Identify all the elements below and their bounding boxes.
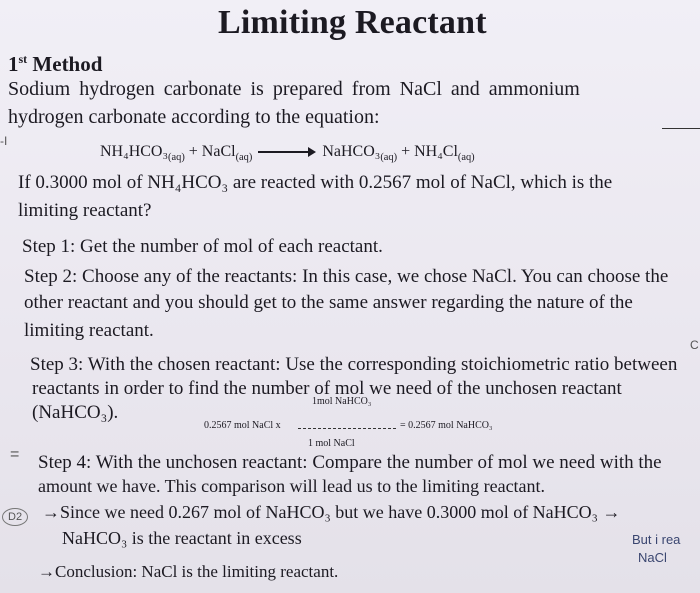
step-3-line-1: Step 3: With the chosen reactant: Use the corresponding stoichiometric ratio between bbox=[30, 354, 678, 375]
eq-product-1: NaHCO₃ bbox=[322, 143, 381, 160]
side-note-line-2: NaCl bbox=[638, 550, 667, 565]
method-heading bbox=[8, 52, 102, 77]
calc-left: 0.2567 mol NaCl x bbox=[204, 420, 281, 431]
question-line-1: If 0.3000 mol of NH₄HCO₃ are reacted with 0.2567 mol of NaCl, which is the bbox=[18, 172, 613, 193]
eq-product-2: + NH₄Cl bbox=[397, 143, 458, 160]
margin-mark-3: D2 bbox=[2, 508, 28, 526]
conclusion: →Conclusion: NaCl is the limiting reactant. bbox=[38, 562, 339, 581]
question-line-2: limiting reactant? bbox=[18, 200, 152, 221]
step-3-line-2: reactants in order to find the number of mol we need of the unchosen reactant bbox=[32, 378, 622, 399]
margin-mark-4: C bbox=[690, 338, 699, 352]
margin-mark-1: -I bbox=[0, 134, 8, 148]
page-title: Limiting Reactant bbox=[218, 4, 487, 41]
step-4-line-1: Step 4: With the unchosen reactant: Compare the number of mol we need with the bbox=[38, 452, 662, 473]
intro-line-2: hydrogen carbonate according to the equation: bbox=[8, 106, 380, 128]
reaction-arrow bbox=[258, 151, 310, 153]
eq-state-2: (aq) bbox=[235, 152, 253, 164]
eq-reactant-1: NH₄HCO₃ bbox=[100, 143, 169, 160]
method-number: 1 bbox=[8, 52, 19, 76]
method-suffix: st bbox=[18, 52, 28, 66]
intro-line-1: Sodium hydrogen carbonate is prepared from NaCl and ammonium bbox=[8, 78, 580, 100]
eq-state-4: (aq) bbox=[457, 152, 475, 164]
calc-fraction-bar bbox=[298, 428, 398, 429]
margin-rule bbox=[662, 128, 700, 129]
method-label: Method bbox=[27, 52, 103, 76]
side-note-line-1: But i rea bbox=[632, 532, 681, 547]
calc-result: = 0.2567 mol NaHCO₃ bbox=[400, 420, 493, 431]
step-2-line-1: Step 2: Choose any of the reactants: In this case, we chose NaCl. You can choose the bbox=[24, 266, 669, 287]
calc-denominator: 1 mol NaCl bbox=[308, 438, 355, 449]
step-1: Step 1: Get the number of mol of each reactant. bbox=[22, 236, 383, 257]
margin-mark-2: = bbox=[10, 446, 20, 463]
eq-reactant-2: + NaCl bbox=[184, 143, 236, 160]
step-2-line-2: other reactant and you should get to the same answer regarding the nature of the bbox=[24, 292, 633, 313]
calc-numerator: 1mol NaHCO₃ bbox=[312, 396, 372, 407]
since-line-1: →Since we need 0.267 mol of NaHCO₃ but we have 0.3000 mol of NaHCO₃ → bbox=[42, 502, 621, 522]
step-4-line-2: amount we have. This comparison will lead us to the limiting reactant. bbox=[38, 476, 546, 496]
since-line-2: NaHCO₃ is the reactant in excess bbox=[62, 528, 302, 548]
eq-state-3: (aq) bbox=[380, 152, 398, 164]
eq-state-1: (aq) bbox=[168, 152, 185, 164]
step-2-line-3: limiting reactant. bbox=[24, 320, 154, 341]
step-3-line-3: (NaHCO₃). bbox=[32, 402, 119, 423]
chemical-equation bbox=[100, 143, 475, 163]
